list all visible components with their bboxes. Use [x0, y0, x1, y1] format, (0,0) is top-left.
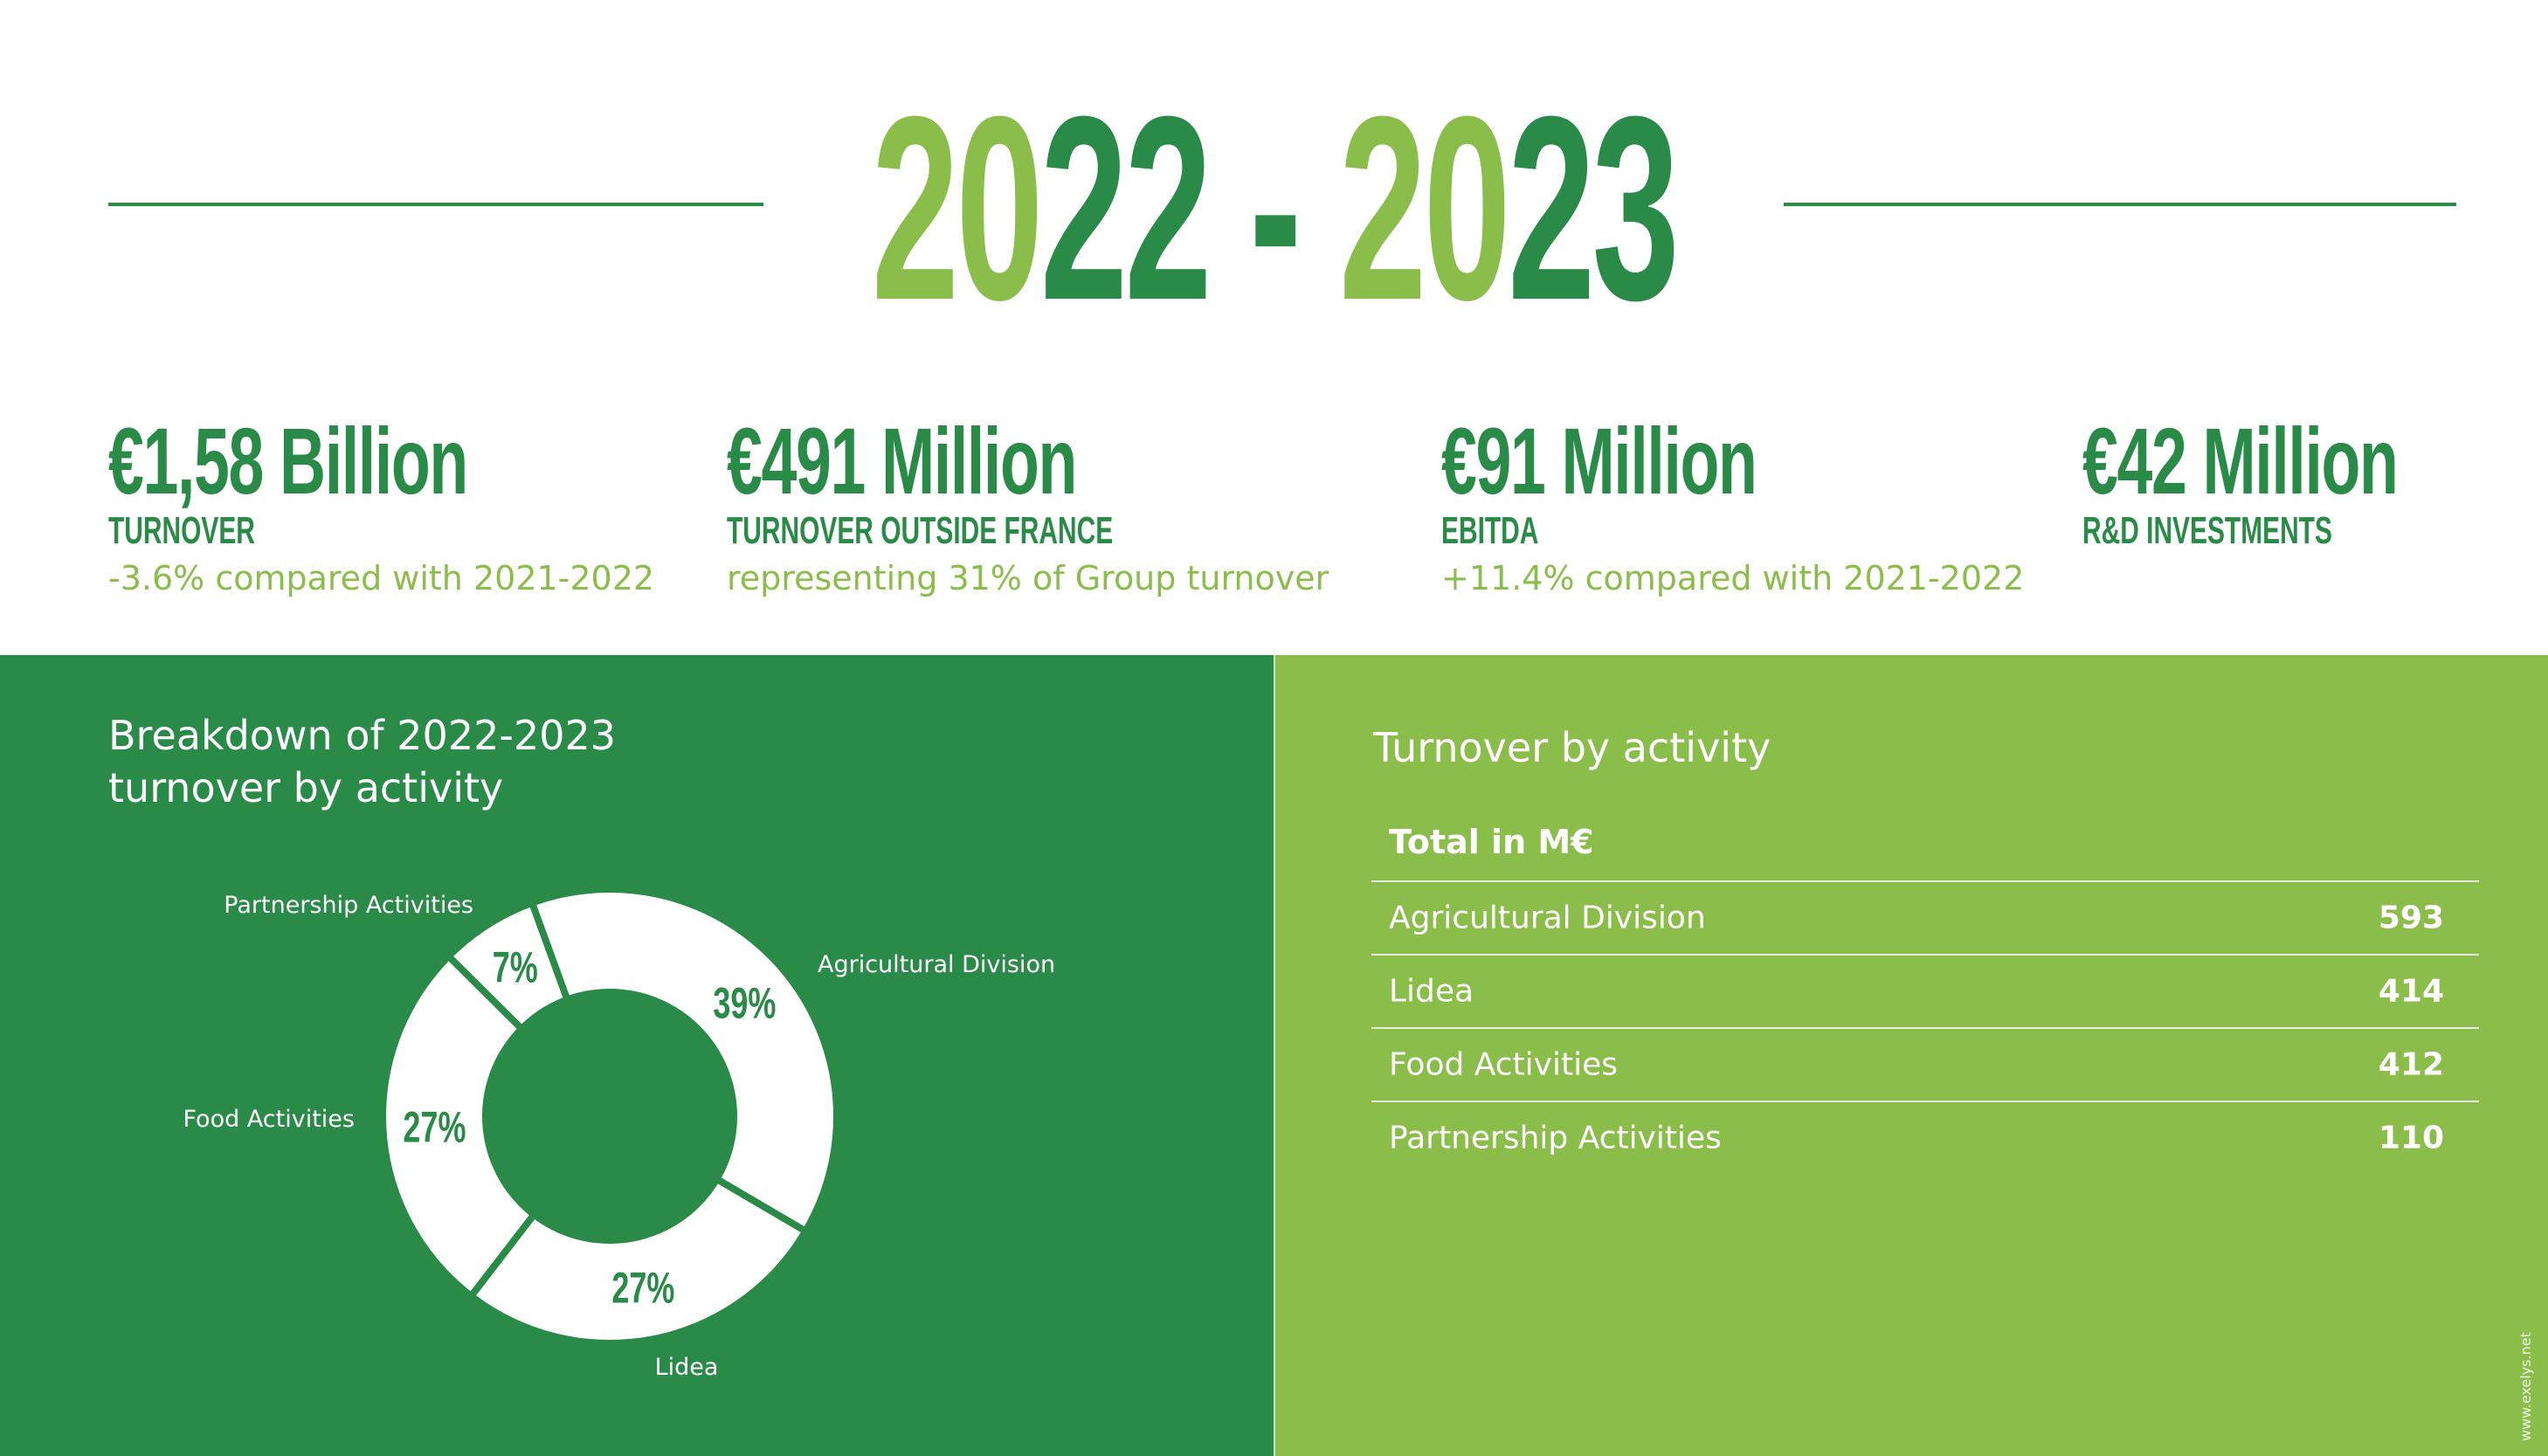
table-row-name: Food Activities — [1389, 1046, 1619, 1083]
table-row — [1371, 882, 2479, 956]
kpi-label: R&D INVESTMENTS — [2082, 509, 2332, 552]
kpi-label: TURNOVER — [108, 509, 255, 552]
kpi-note: representing 31% of Group turnover — [727, 559, 1329, 597]
kpi-label: EBITDA — [1441, 509, 1539, 552]
kpi-value: €491 Million — [727, 408, 1076, 514]
slice-percent-label: 7% — [492, 944, 538, 993]
table-row — [1371, 1102, 2479, 1174]
slice-category-label: Agricultural Division — [818, 951, 1056, 978]
table-header-label: Total in M€ — [1389, 823, 1594, 861]
slice-category-label: Lidea — [654, 1354, 719, 1381]
year-end-part-b: 23 — [1508, 61, 1677, 355]
table-row — [1371, 1029, 2479, 1102]
kpi-value: €91 Million — [1441, 408, 1757, 514]
table-row-name: Lidea — [1389, 973, 1474, 1010]
kpi-value: €42 Million — [2082, 408, 2398, 514]
table-row-value: 110 — [2378, 1120, 2444, 1156]
breakdown-title-line1: Breakdown of 2022-2023 — [108, 712, 617, 759]
slice-percent-label: 27% — [611, 1264, 675, 1313]
year-start-part-a: 20 — [871, 61, 1040, 355]
kpi-note: -3.6% compared with 2021-2022 — [108, 559, 655, 597]
table-row-value: 593 — [2378, 900, 2444, 936]
kpi-value: €1,58 Billion — [108, 408, 467, 514]
kpi-note: +11.4% compared with 2021-2022 — [1441, 559, 2025, 597]
table-title: Turnover by activity — [1373, 724, 1771, 771]
kpi-ebitda — [1441, 408, 2025, 597]
slice-category-label: Partnership Activities — [224, 892, 473, 919]
kpi-rd-investments — [2082, 408, 2545, 559]
table-row-value: 414 — [2378, 973, 2444, 1010]
table-header-row — [1371, 804, 2479, 882]
year-start-part-b: 22 — [1039, 61, 1209, 355]
slice-percent-label: 39% — [713, 979, 777, 1028]
kpi-label: TURNOVER OUTSIDE FRANCE — [727, 509, 1114, 552]
breakdown-title-line2: turnover by activity — [108, 764, 504, 811]
table-row-name: Agricultural Division — [1389, 900, 1706, 936]
table-row — [1371, 956, 2479, 1029]
slice-percent-label: 27% — [403, 1103, 466, 1152]
table-row-name: Partnership Activities — [1389, 1120, 1722, 1156]
year-end-part-a: 20 — [1339, 61, 1509, 355]
credit-text: www.exelys.net — [2517, 1332, 2534, 1441]
turnover-table — [1371, 804, 2479, 1174]
year-separator: - — [1208, 61, 1340, 355]
table-row-value: 412 — [2378, 1046, 2444, 1083]
slice-category-label: Food Activities — [183, 1106, 355, 1133]
